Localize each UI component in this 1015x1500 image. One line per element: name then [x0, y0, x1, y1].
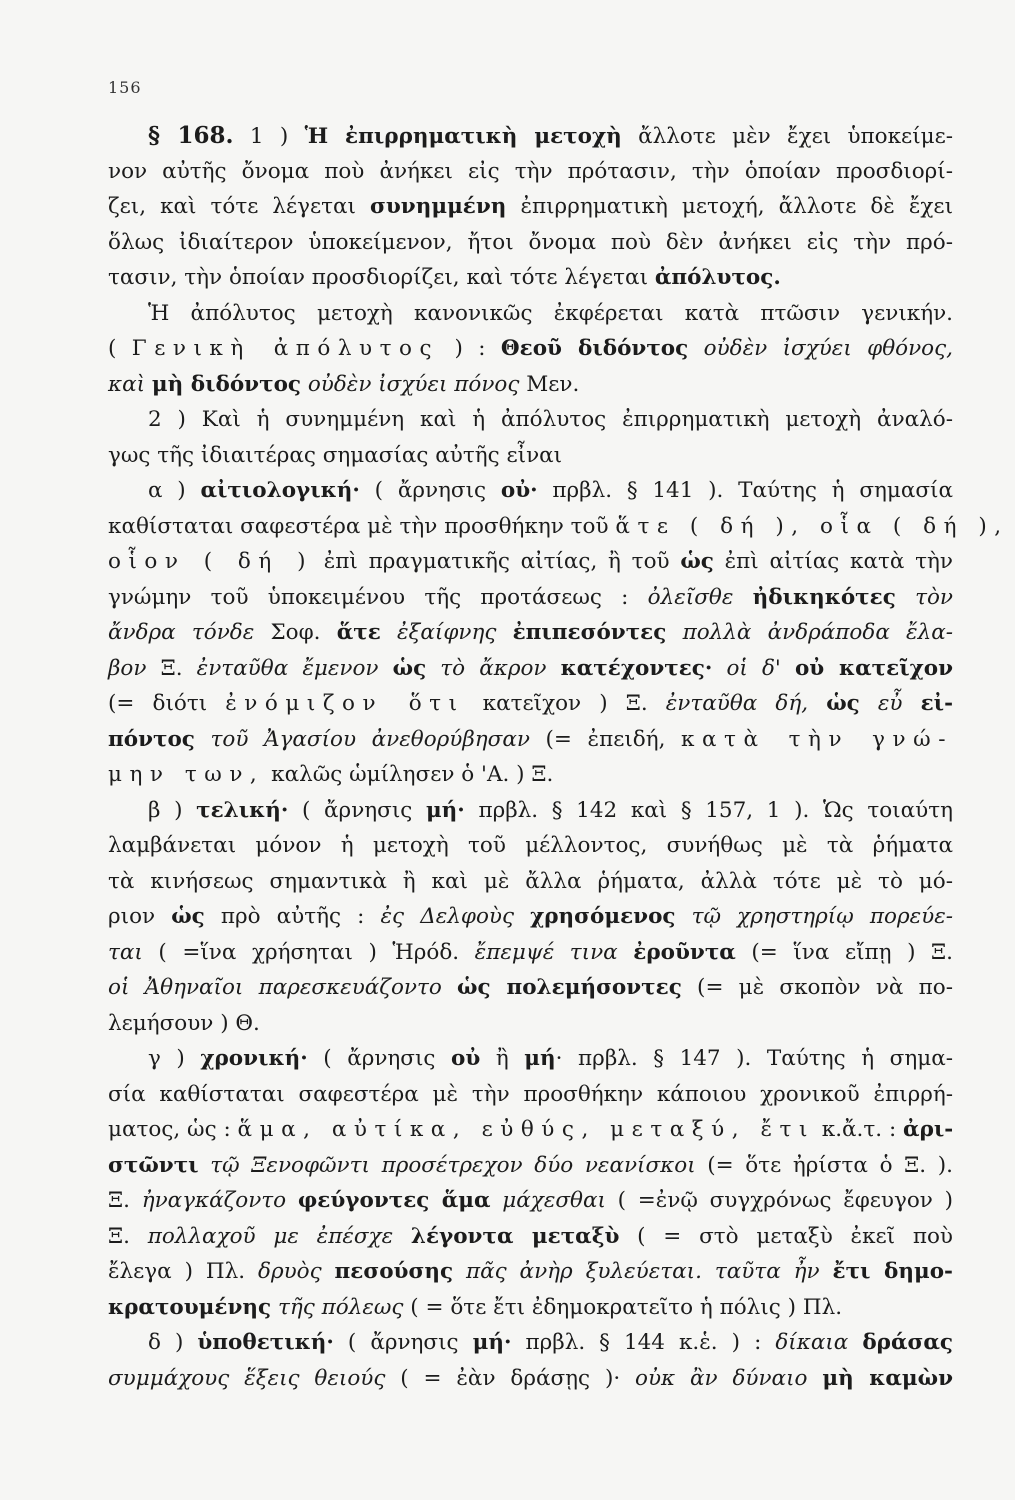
text-run: πρβλ. § 141 ). Ταύτης ἡ σημασία [537, 478, 954, 503]
text-run [442, 975, 457, 1000]
text-run [820, 1259, 833, 1284]
text-run: (= μὲ σκοπὸν νὰ πο- [681, 975, 953, 1000]
text-line [108, 1077, 953, 1113]
text-line [108, 1041, 953, 1077]
text-run: ( [108, 336, 132, 361]
text-run [860, 691, 878, 716]
text-run: ἐνταῦθα δή, [665, 691, 809, 716]
text-line [108, 793, 953, 829]
text-run: εὖ [877, 691, 903, 716]
text-run [733, 585, 752, 610]
text-run: ἐνόμιζον ὅτι [225, 691, 465, 716]
text-run: κατεῖχον ) Ξ. [464, 691, 666, 716]
text-run: κατέχοντες· [560, 655, 713, 681]
text-line [108, 935, 953, 971]
text-run: συμμάχους ἕξεις θειούς [108, 1365, 386, 1391]
text-line [108, 1112, 953, 1148]
text-run: γ ) [148, 1046, 201, 1071]
text-run: ἅτε [336, 620, 381, 645]
text-run: Θεοῦ διδόντος [500, 336, 689, 361]
text-run: κρατουμένης [108, 1294, 272, 1320]
text-run: ἐροῦντα [633, 939, 736, 965]
text-run: οὐ [451, 1046, 481, 1071]
text-line [108, 509, 1009, 545]
text-run [453, 1259, 466, 1284]
text-run [491, 1188, 503, 1213]
text-run: χρονική· [200, 1046, 308, 1071]
text-run: δράσας [862, 1330, 953, 1355]
text-run [712, 656, 726, 681]
text-run: Ξ. [108, 1223, 148, 1249]
text-run [378, 656, 392, 681]
text-run: ἐξαίφνης [397, 620, 497, 645]
text-run: · πρβλ. § 147 ). Ταύτης ἡ σημα- [555, 1046, 953, 1071]
text-run: καθίσταται σαφεστέρα μὲ τὴν προσθήκην τοῦ [108, 513, 616, 539]
text-run [195, 727, 211, 752]
text-run: Ξ. [108, 1188, 142, 1213]
text-run: τῷ Ξενοφῶντι προσέτρεχον δύο νεανίσκοι [210, 1152, 696, 1178]
text-run: μή· [472, 1330, 512, 1355]
text-run: αἰτιολογική· [200, 478, 360, 503]
text-run: ὡς [392, 655, 427, 681]
text-line [108, 722, 953, 758]
text-run: μή [524, 1046, 556, 1071]
text-run: (= ἐπειδή, [529, 726, 682, 752]
text-run: 1 ) [233, 124, 305, 149]
text-run: ἐνταῦθα ἔμενον [196, 655, 379, 681]
text-run: οὐ· [500, 478, 538, 503]
text-run [807, 1366, 822, 1391]
text-line [108, 189, 953, 225]
text-run [547, 656, 561, 681]
text-run [688, 336, 703, 361]
text-run: φεύγοντες ἅμα [297, 1188, 491, 1213]
page-number: 156 [108, 78, 142, 97]
text-run: ἐπιρρηματικὴ μετοχή, ἄλλοτε δὲ ἔχει [506, 194, 954, 219]
text-line [108, 1183, 953, 1219]
text-run: καὶ [108, 371, 146, 397]
text-run: (= ἵνα εἴπῃ ) Ξ. [735, 939, 953, 965]
text-run: τὸ ἄκρον [440, 655, 547, 681]
text-run [301, 372, 308, 397]
text-line [108, 544, 953, 580]
text-run: μὴ διδόντος [151, 371, 301, 397]
text-run: ὀλεῖσθε [647, 584, 734, 610]
text-run: ( ἄρνησις [288, 797, 426, 823]
text-body [108, 118, 1009, 1396]
text-run: Μεν. [519, 371, 580, 397]
text-run: Ξ. [146, 655, 197, 681]
text-run: ἢ [480, 1046, 525, 1071]
text-line [108, 260, 953, 296]
text-run [426, 656, 440, 681]
text-line [108, 1361, 953, 1397]
text-run [199, 1153, 211, 1178]
text-run: οἷον ( δή ) [108, 549, 313, 574]
text-run: ἐπιπεσόντες [512, 620, 667, 645]
text-run: ὡς [171, 904, 205, 929]
text-line [108, 757, 953, 793]
text-run: πρβλ. § 142 καὶ § 157, 1 ). Ὡς τοιαύτη [464, 797, 953, 823]
text-run: πρὸ αὐτῆς : [204, 904, 381, 929]
text-run: χρησόμενος [530, 904, 676, 929]
text-line [108, 118, 953, 154]
text-run: μην των, [108, 762, 265, 787]
text-line [108, 473, 953, 509]
text-run: ( = ἐὰν δράσῃς )· [385, 1365, 636, 1391]
text-run [848, 1330, 862, 1355]
text-run: οὐδὲν ἰσχύει πόνος [307, 371, 520, 397]
text-run: οἱ Ἀθηναῖοι παρεσκευάζοντο [108, 975, 442, 1000]
text-line [108, 1148, 953, 1184]
text-run: μὴ καμὼν [822, 1365, 953, 1391]
text-line [108, 402, 953, 438]
text-run [676, 904, 692, 929]
text-run: § 168. [148, 122, 234, 149]
text-run [496, 620, 512, 645]
text-run: ) : [439, 336, 501, 361]
text-line [108, 970, 953, 1006]
text-run: οἱ δ' [726, 655, 781, 681]
text-run: τὸν [915, 584, 953, 610]
text-run: οὐκ ἂν δύναιο [635, 1365, 808, 1391]
text-line [108, 1006, 953, 1042]
text-run [808, 691, 826, 716]
text-line [108, 651, 953, 687]
text-run: δίκαια [775, 1330, 849, 1355]
text-run: ται [108, 939, 143, 965]
text-run: συνημμένη [370, 194, 507, 219]
text-run [896, 585, 915, 610]
text-run: ὑποθετική· [197, 1330, 334, 1355]
text-run: ὅλως ἰδιαίτερον ὑποκείμενον, ἤτοι ὄνομα ποὺ δὲν ἀνήκει εἰς τὴν πρό- [108, 229, 953, 255]
text-line [108, 154, 953, 190]
text-run: εἰ- [920, 691, 953, 716]
text-run: ( =ἵνα χρήσηται ) Ἡρόδ. [142, 939, 475, 965]
text-run: τοῦ Ἀγασίου ἀνεθορύβησαν [210, 726, 530, 752]
text-run: ἐς Δελφοὺς [380, 904, 514, 929]
text-run: Γενικὴ ἀπόλυτος [131, 336, 440, 361]
text-run [514, 904, 530, 929]
text-run: ἔτι δημο- [832, 1259, 953, 1284]
text-line [108, 1219, 953, 1255]
text-run: πολλαχοῦ με ἐπέσχε [147, 1223, 394, 1249]
text-run: ἠδικηκότες [752, 584, 896, 610]
text-run [286, 1188, 298, 1213]
text-line [108, 331, 953, 367]
text-run: καλῶς ὡμίλησεν ὁ 'Α. ) Ξ. [264, 762, 554, 787]
text-run: τελική· [196, 797, 289, 823]
text-run: μάχεσθαι [502, 1188, 606, 1213]
text-run: πεσούσης [334, 1259, 454, 1284]
text-run: πᾶς ἀνὴρ ξυλεύεται. ταῦτα ἦν [465, 1259, 820, 1284]
text-run: κ.ἄ.τ. : [814, 1117, 904, 1142]
text-run: ἐπὶ πραγματικῆς αἰτίας, ἢ τοῦ [313, 549, 681, 574]
text-run: ( =ἐνῷ συγχρόνως ἔφευγον ) [605, 1188, 953, 1213]
text-run [322, 1259, 335, 1284]
text-run: ἠναγκάζοντο [141, 1188, 287, 1213]
text-run: οὐδὲν ἰσχύει φθόνος, [703, 336, 953, 361]
text-line [108, 864, 953, 900]
text-run: κατὰ τὴν γνώ- [681, 726, 953, 752]
text-run: Ἡ ἐπιρρηματικὴ μετοχὴ [304, 124, 622, 149]
text-run: 2 ) Καὶ ἡ συνημμένη καὶ ἡ ἀπόλυτος ἐπιρρηματικὴ μετοχὴ ἀναλό- [148, 407, 953, 432]
text-run [618, 940, 634, 965]
text-run: ( ἄρνησις [359, 478, 501, 503]
text-line [108, 367, 953, 403]
text-run: α ) [148, 478, 201, 503]
text-line [108, 225, 953, 261]
text-run: Ἡ ἀπόλυτος μετοχὴ κανονικῶς ἐκφέρεται κατὰ πτῶσιν γενικήν. [148, 300, 953, 326]
text-run: μή· [425, 797, 465, 823]
text-run [902, 691, 920, 716]
text-run [781, 656, 795, 681]
text-run: ( ἄρνησις [333, 1330, 473, 1355]
text-run: β ) [148, 797, 197, 823]
text-run: οὐ κατεῖχον [794, 655, 953, 681]
text-line [108, 899, 953, 935]
text-run: ἅτε ( δή ), οἷα ( δή ), [615, 513, 1009, 539]
text-run: ( = ὅτε ἔτι ἐδημοκρατεῖτο ἡ πόλις ) Πλ. [403, 1294, 843, 1320]
text-run [393, 1224, 411, 1249]
text-run: ὡς [680, 549, 714, 574]
text-line [108, 1254, 953, 1290]
text-run: σία καθίσταται σαφεστέρα μὲ τὴν προσθήκην κάποιου χρονικοῦ ἐπιρρή- [108, 1081, 953, 1107]
text-run: γνώμην τοῦ ὑποκειμένου τῆς προτάσεως : [108, 584, 648, 610]
text-run: δ ) [148, 1330, 198, 1355]
text-run: στῶντι [108, 1152, 199, 1178]
text-line [108, 1290, 953, 1326]
text-run: ἔπεμψέ τινα [474, 939, 618, 965]
text-run: τὰ κινήσεως σημαντικὰ ἢ καὶ μὲ ἄλλα ῥήματα, ἀλλὰ τότε μὲ τὸ μό- [108, 868, 953, 894]
text-run: Σοφ. [254, 620, 337, 645]
text-run: γως τῆς ἰδιαιτέρας σημασίας αὐτῆς εἶναι [108, 442, 563, 468]
text-line [108, 615, 953, 651]
text-line [108, 438, 953, 474]
text-run: ριον [108, 904, 172, 929]
text-run: (= διότι [108, 691, 226, 716]
text-run [381, 620, 397, 645]
text-run: πολλὰ ἀνδράποδα ἔλα- [682, 620, 953, 645]
text-run: ( = στὸ μεταξὺ ἐκεῖ ποὺ [619, 1223, 953, 1249]
text-run: ὡς [826, 691, 860, 716]
text-run: τῆς πόλεως [277, 1294, 404, 1320]
text-run: ἄνδρα τόνδε [108, 620, 255, 645]
text-run [145, 372, 152, 397]
text-line [108, 686, 953, 722]
text-run: λεμήσουν ) Θ. [108, 1010, 260, 1036]
text-run: ἐπὶ αἰτίας κατὰ τὴν [713, 549, 954, 574]
text-run: ζει, καὶ τότε λέγεται [108, 194, 371, 219]
text-run: νον αὐτῆς ὄνομα ποὺ ἀνήκει εἰς τὴν πρότασιν, τὴν ὁποίαν προσδιορί- [108, 158, 953, 184]
text-run: δρυὸς [258, 1259, 322, 1284]
text-run: τασιν, τὴν ὁποίαν προσδιορίζει, καὶ τότε λέγεται [108, 265, 655, 290]
text-run [271, 1295, 278, 1320]
text-run: πόντος [108, 726, 195, 752]
text-run: βον [108, 655, 147, 681]
text-run: πρβλ. § 144 κ.ἑ. ) : [511, 1330, 776, 1355]
text-run: ἄλλοτε μὲν ἔχει ὑποκείμε- [621, 124, 954, 149]
text-run: ( ἄρνησις [307, 1046, 452, 1071]
text-run: ὡς πολεμήσοντες [457, 975, 682, 1000]
text-run: ἀπόλυτος. [654, 265, 781, 290]
text-line [108, 1325, 953, 1361]
text-run: λαμβάνεται μόνον ἡ μετοχὴ τοῦ μέλλοντος, συνήθως μὲ τὰ ῥήματα [108, 833, 953, 858]
text-run: ἔλεγα ) Πλ. [108, 1259, 258, 1284]
text-line [108, 580, 953, 616]
text-line [108, 296, 953, 332]
text-run [666, 620, 682, 645]
text-run: ἀρι- [903, 1117, 954, 1142]
text-run: ἅμα, αὐτίκα, εὐθύς, μεταξύ, ἔτι [237, 1117, 815, 1142]
text-run: τῷ χρηστηρίῳ πορεύε- [691, 904, 953, 929]
text-run: (= ὅτε ἠρίστα ὁ Ξ. ). [695, 1152, 953, 1178]
text-run: ματος, ὡς : [108, 1117, 238, 1142]
text-run: λέγοντα μεταξὺ [410, 1223, 620, 1249]
text-line [108, 828, 953, 864]
